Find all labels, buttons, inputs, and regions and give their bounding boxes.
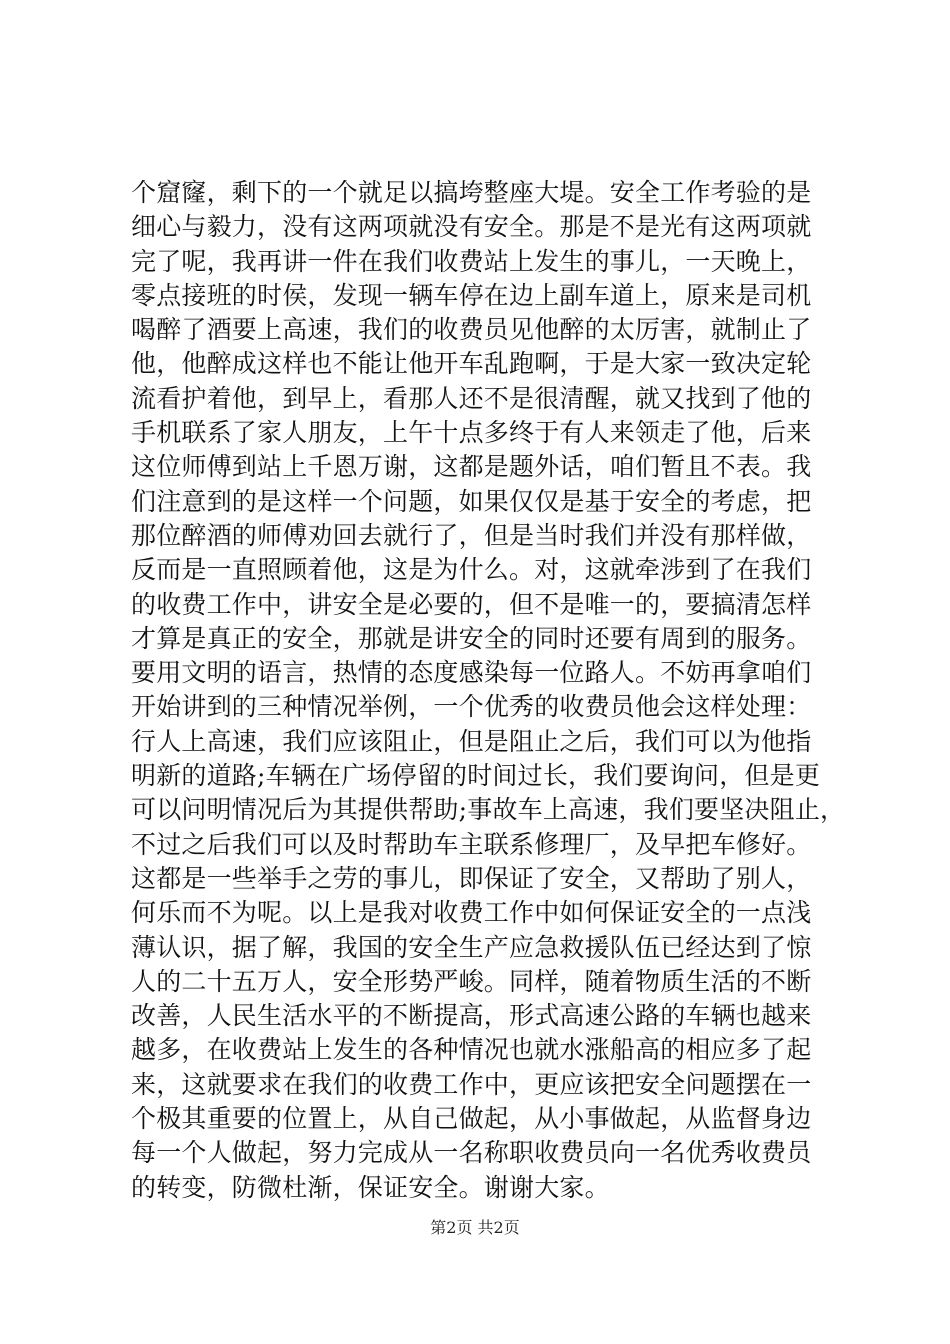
text-line: 反而是一直照顾着他，这是为什么。对，这就牵涉到了在我们 xyxy=(131,555,812,585)
text-line: 明新的道路;车辆在广场停留的时间过长，我们要询问，但是更 xyxy=(131,761,821,791)
text-line: 可以问明情况后为其提供帮助;事故车上高速，我们要坚决阻止， xyxy=(131,795,846,825)
text-line: 零点接班的时侯，发现一辆车停在边上副车道上，原来是司机 xyxy=(131,280,812,310)
text-line: 人的二十五万人，安全形势严峻。同样，随着物质生活的不断 xyxy=(131,966,812,996)
text-line: 这都是一些举手之劳的事儿，即保证了安全，又帮助了别人， xyxy=(131,863,812,893)
text-line: 改善，人民生活水平的不断提高，形式高速公路的车辆也越来 xyxy=(131,1001,812,1031)
text-line: 这位师傅到站上千恩万谢，这都是题外话，咱们暂且不表。我 xyxy=(131,452,812,482)
text-line: 不过之后我们可以及时帮助车主联系修理厂，及早把车修好。 xyxy=(131,829,812,859)
text-line: 的收费工作中，讲安全是必要的，但不是唯一的，要搞清怎样 xyxy=(131,589,812,619)
text-line: 个窟窿，剩下的一个就足以搞垮整座大堤。安全工作考验的是 xyxy=(131,178,812,207)
text-line: 个极其重要的位置上，从自己做起，从小事做起，从监督身边 xyxy=(131,1104,812,1134)
text-line: 行人上高速，我们应该阻止，但是阻止之后，我们可以为他指 xyxy=(131,726,812,756)
text-line: 细心与毅力，没有这两项就没有安全。那是不是光有这两项就 xyxy=(131,212,812,242)
text-line: 越多，在收费站上发生的各种情况也就水涨船高的相应多了起 xyxy=(131,1035,812,1065)
text-line: 才算是真正的安全，那就是讲安全的同时还要有周到的服务。 xyxy=(131,623,812,653)
text-line: 何乐而不为呢。以上是我对收费工作中如何保证安全的一点浅 xyxy=(131,898,812,928)
text-line: 来，这就要求在我们的收费工作中，更应该把安全问题摆在一 xyxy=(131,1069,812,1099)
page-footer: 第2页 共2页 xyxy=(430,1218,520,1237)
text-line: 喝醉了酒要上高速，我们的收费员见他醉的太厉害，就制止了 xyxy=(131,315,812,345)
text-line: 要用文明的语言，热情的态度感染每一位路人。不妨再拿咱们 xyxy=(131,658,812,688)
text-line: 开始讲到的三种情况举例，一个优秀的收费员他会这样处理： xyxy=(131,692,812,722)
text-line: 薄认识，据了解，我国的安全生产应急救援队伍已经达到了惊 xyxy=(131,932,812,962)
text-line: 流看护着他，到早上，看那人还不是很清醒，就又找到了他的 xyxy=(131,383,812,413)
text-line: 完了呢，我再讲一件在我们收费站上发生的事儿，一天晚上， xyxy=(131,246,812,276)
text-line: 每一个人做起，努力完成从一名称职收费员向一名优秀收费员 xyxy=(131,1138,812,1168)
text-line: 们注意到的是这样一个问题，如果仅仅是基于安全的考虑，把 xyxy=(131,486,812,516)
text-line: 他，他醉成这样也不能让他开车乱跑啊，于是大家一致决定轮 xyxy=(131,349,812,379)
text-line: 那位醉酒的师傅劝回去就行了，但是当时我们并没有那样做， xyxy=(131,520,812,550)
text-line: 的转变，防微杜渐，保证安全。谢谢大家。 xyxy=(131,1172,610,1202)
body-text xyxy=(131,176,846,1205)
text-line: 手机联系了家人朋友，上午十点多终于有人来领走了他，后来 xyxy=(131,418,812,448)
